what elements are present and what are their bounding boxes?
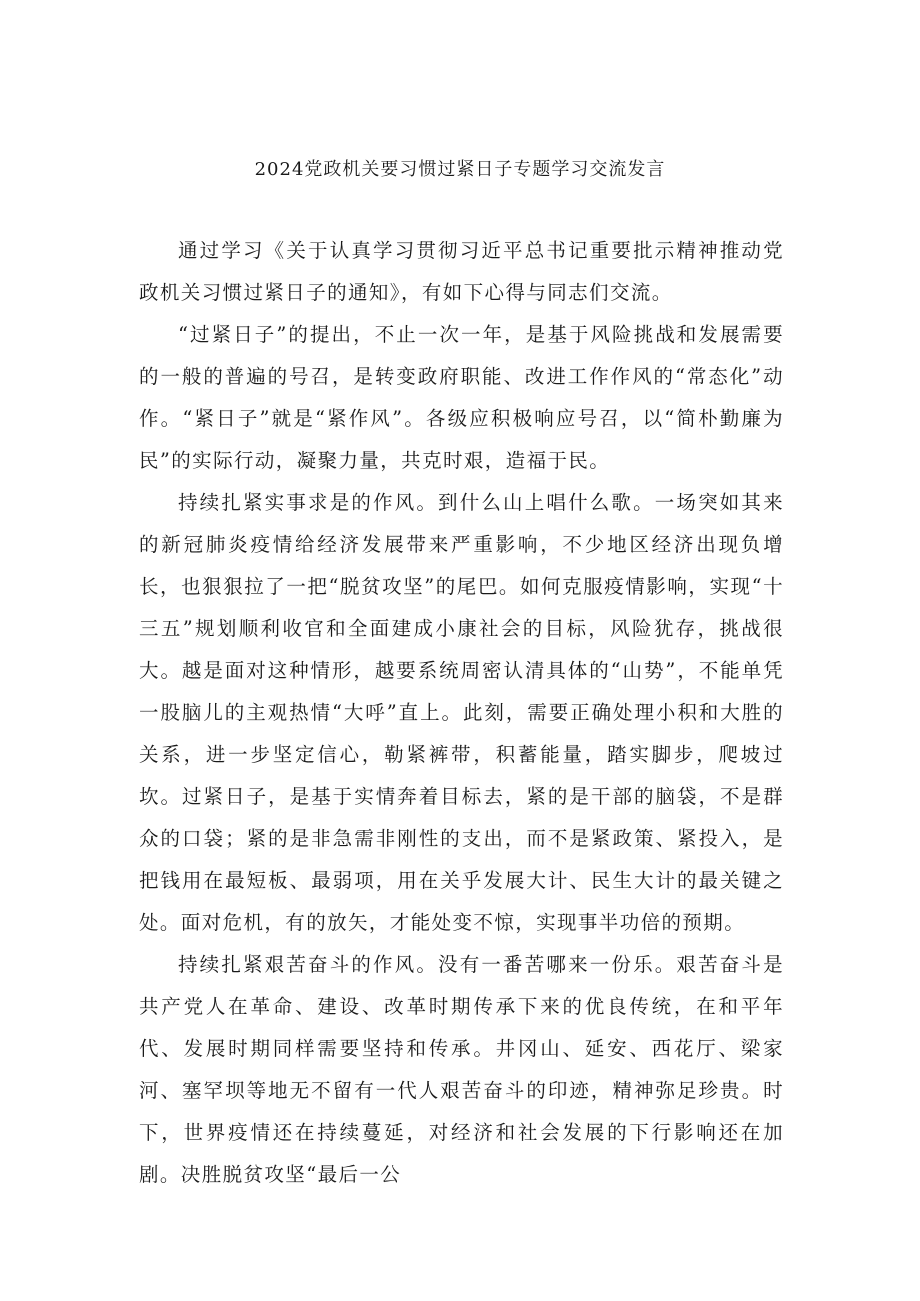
- paragraph-seek-truth: 持续扎紧实事求是的作风。到什么山上唱什么歌。一场突如其来的新冠肺炎疫情给经济发展带来严重影响，不少地区经济出现负增长，也狠狠拉了一把“脱贫攻坚”的尾巴。如何克服疫情影响，实现“十三五”规划顺利收官和全面建成小康社会的目标，风险犹存，挑战很大。越是面对这种情形，越要系统周密认清具体的“山势”，不能单凭一股脑儿的主观热情“大呼”直上。此刻，需要正确处理小积和大胜的关系，进一步坚定信心，勒紧裤带，积蓄能量，踏实脚步，爬坡过坎。过紧日子，是基于实情奔着目标去，紧的是干部的脑袋，不是群众的口袋；紧的是非急需非刚性的支出，而不是紧政策、紧投入，是把钱用在最短板、最弱项，用在关乎发展大计、民生大计的最关键之处。面对危机，有的放矢，才能处变不惊，实现事半功倍的预期。: [139, 491, 784, 934]
- document-title: 2024党政机关要习惯过紧日子专题学习交流发言: [254, 159, 666, 180]
- document-body: [139, 230, 784, 1196]
- paragraph-intro: 通过学习《关于认真学习贯彻习近平总书记重要批示精神推动党政机关习惯过紧日子的通知》，有如下心得与同志们交流。: [139, 239, 784, 304]
- paragraph-tight-days: “过紧日子”的提出，不止一次一年，是基于风险挑战和发展需要的一般的普遍的号召，是转变政府职能、改进工作作风的“常态化”动作。“紧日子”就是“紧作风”。各级应积极响应号召，以“简朴勤廉为民”的实际行动，凝聚力量，共克时艰，造福于民。: [139, 323, 784, 472]
- paragraph-hard-work: 持续扎紧艰苦奋斗的作风。没有一番苦哪来一份乐。艰苦奋斗是共产党人在革命、建设、改革时期传承下来的优良传统，在和平年代、发展时期同样需要坚持和传承。井冈山、延安、西花厅、梁家河、塞罕坝等地无不留有一代人艰苦奋斗的印迹，精神弥足珍贵。时下，世界疫情还在持续蔓延，对经济和社会发展的下行影响还在加剧。决胜脱贫攻坚“最后一公: [139, 953, 784, 1186]
